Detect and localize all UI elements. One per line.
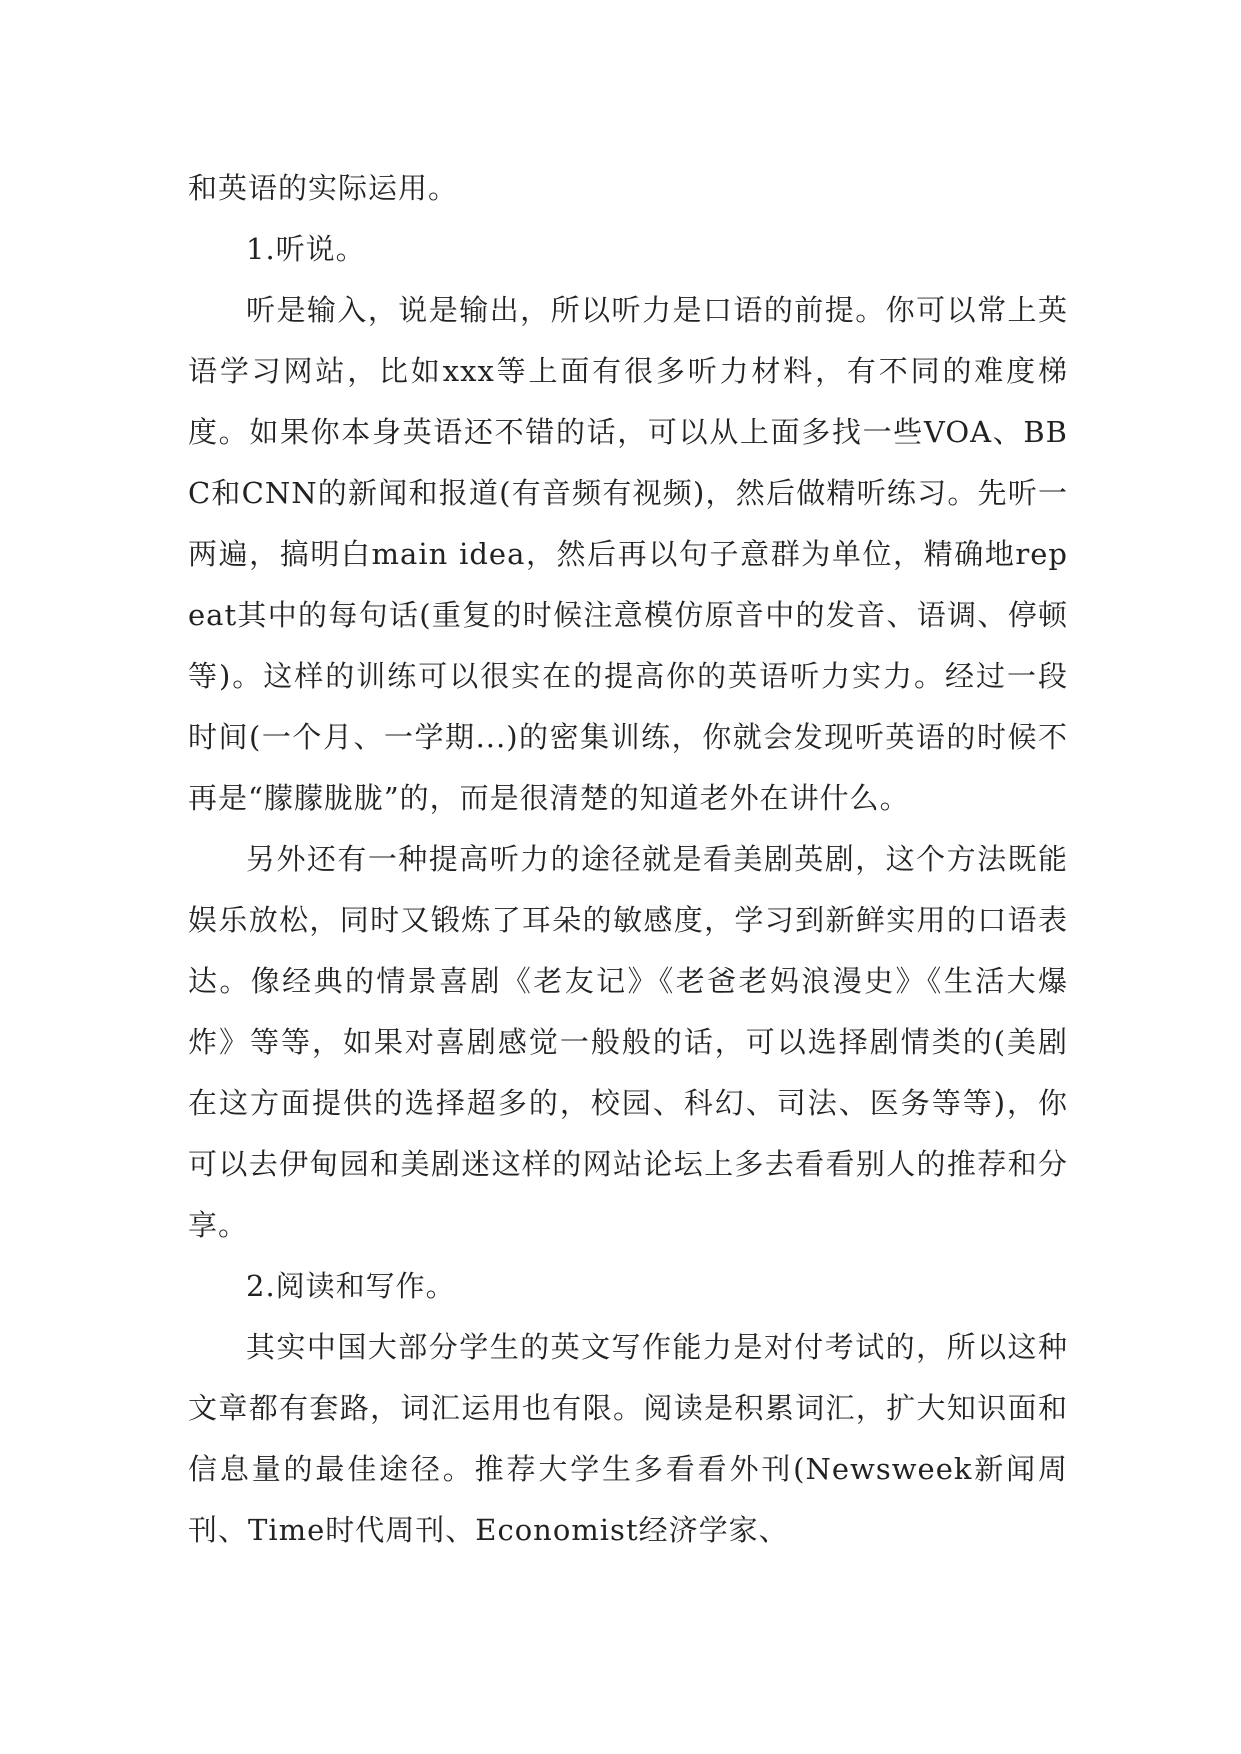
- paragraph-continuation: 和英语的实际运用。: [188, 171, 459, 205]
- paragraph-reading-writing: 其实中国大部分学生的英文写作能力是对付考试的，所以这种文章都有套路，词汇运用也有限。阅读是积累词汇，扩大知识面和信息量的最佳途径。推荐大学生多看看外刊(Newsweek新闻周刊、Time时代周刊、Economist经济学家、: [188, 1330, 1068, 1547]
- section-heading-reading-writing: 2.阅读和写作。: [246, 1269, 456, 1303]
- paragraph-tv-shows: 另外还有一种提高听力的途径就是看美剧英剧，这个方法既能娱乐放松，同时又锻炼了耳朵的敏感度，学习到新鲜实用的口语表达。像经典的情景喜剧《老友记》《老爸老妈浪漫史》《生活大爆炸》等等，如果对喜剧感觉一般般的话，可以选择剧情类的(美剧在这方面提供的选择超多的，校园、科幻、司法、医务等等)，你可以去伊甸园和美剧迷这样的网站论坛上多去看看别人的推荐和分享。: [188, 842, 1068, 1242]
- section-heading-listening-speaking: 1.听说。: [246, 232, 366, 266]
- document-body: [188, 158, 1068, 1561]
- paragraph-listening-practice: 听是输入，说是输出，所以听力是口语的前提。你可以常上英语学习网站，比如xxx等上面有很多听力材料，有不同的难度梯度。如果你本身英语还不错的话，可以从上面多找一些VOA、BBC和CNN的新闻和报道(有音频有视频)，然后做精听练习。先听一两遍，搞明白main idea，然后再以句子意群为单位，精确地repeat其中的每句话(重复的时候注意模仿原音中的发音、语调、停顿等)。这样的训练可以很实在的提高你的英语听力实力。经过一段时间(一个月、一学期...)的密集训练，你就会发现听英语的时候不再是“朦朦胧胧”的，而是很清楚的知道老外在讲什么。: [188, 293, 1068, 815]
